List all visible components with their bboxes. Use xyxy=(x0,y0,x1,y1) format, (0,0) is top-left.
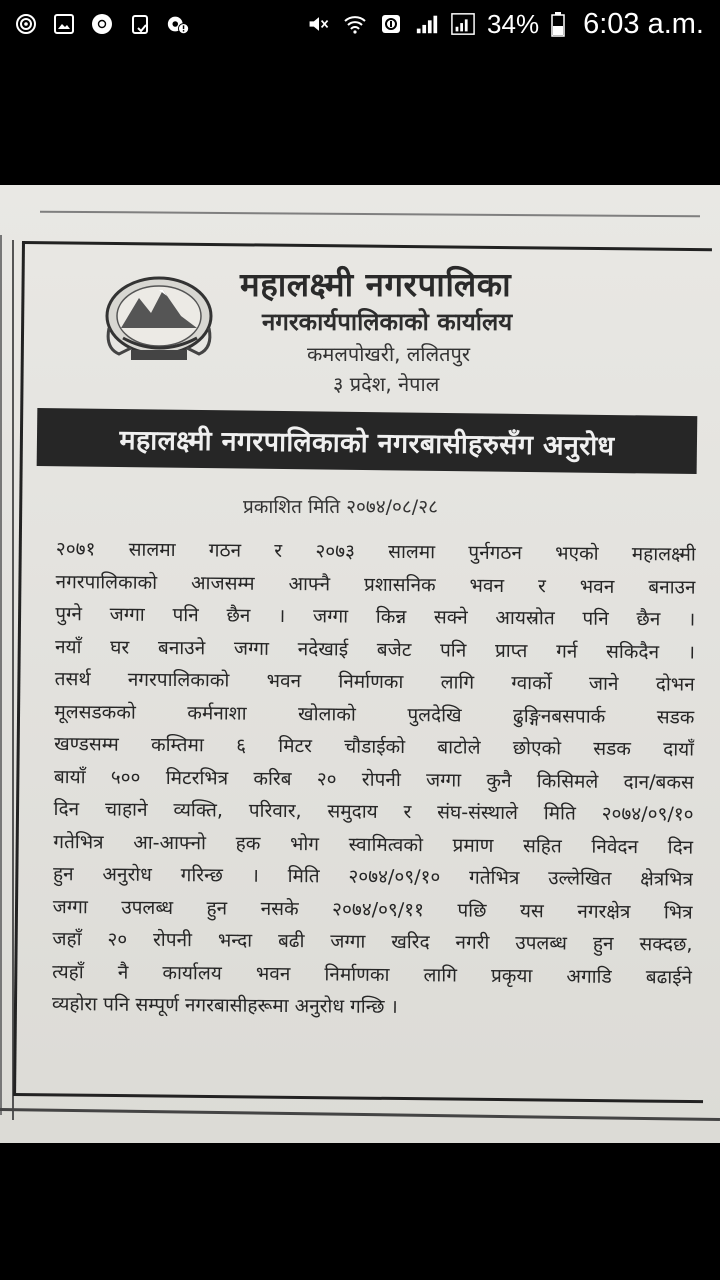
status-bar xyxy=(0,0,720,48)
divider xyxy=(40,211,700,218)
body-line: खण्डसम्म कम्तिमा ६ मिटर चौडाईको बाटोले छोएको सडक दायाँ xyxy=(54,732,695,761)
banner-title: महालक्ष्मी नगरपालिकाको नगरबासीहरुसँग अनुरोध xyxy=(119,424,615,462)
notice-photo xyxy=(0,185,720,1143)
divider xyxy=(0,235,2,1115)
body-line: जहाँ २० रोपनी भन्दा बढी जग्गा खरिद नगरी उपलब्ध हुन सक्दछ, xyxy=(52,927,693,956)
body-line: हुन अनुरोध गरिन्छ । मिति २०७४/०९/१० गतेभित्र उल्लेखित क्षेत्रभित्र xyxy=(52,862,694,891)
body-line: २०७१ सालमा गठन र २०७३ सालमा पुर्नगठन भएको महालक्ष्मी xyxy=(55,537,696,566)
body-line: जग्गा उपलब्ध हुन नसके २०७४/०९/११ पछि यस नगरक्षेत्र भित्र xyxy=(52,895,693,924)
signal-sim2-icon xyxy=(451,12,475,36)
body-line: व्यहोरा पनि सम्पूर्ण नगरबासीहरूमा अनुरोध गन्छि । xyxy=(51,992,398,1018)
body-line: नयाँ घर बनाउने जग्गा नदेखाई बजेट पनि प्राप्त गर्न सकिदैन । xyxy=(54,635,696,664)
battery-icon xyxy=(551,12,565,36)
published-date: प्रकाशित मिति २०७४/०८/२८ xyxy=(243,496,438,518)
body-line: नगरपालिकाको आजसम्म आफ्नै प्रशासनिक भवन र भवन बनाउन xyxy=(55,570,696,599)
address-line-2: ३ प्रदेश, नेपाल xyxy=(333,372,440,396)
wifi-icon xyxy=(343,12,367,36)
divider xyxy=(0,1108,720,1121)
chrome-icon xyxy=(90,12,114,36)
notification-icons xyxy=(0,12,190,36)
clipboard-icon xyxy=(128,12,152,36)
body-line: दिन चाहाने व्यक्ति, परिवार, समुदाय र संघ-संस्थाले मिति २०७४/०९/१० xyxy=(53,797,694,826)
body-line: बायाँ ५०० मिटरभित्र करिब २० रोपनी जग्गा कुनै किसिमले दान/बकस xyxy=(53,765,694,794)
signal-icon xyxy=(415,12,439,36)
settings-alert-icon xyxy=(166,12,190,36)
office-name: नगरकार्यपालिकाको कार्यालय xyxy=(262,308,513,336)
clock: 6:03 a.m. xyxy=(583,7,704,40)
battery-percent: 34% xyxy=(487,8,540,39)
body-line: मूलसडकको कर्मनाशा खोलाको पुलदेखि ढुङ्गिनबसपार्क सडक xyxy=(54,700,695,729)
system-icons xyxy=(307,8,720,41)
notice-banner xyxy=(37,408,698,474)
org-name: महालक्ष्मी नगरपालिका xyxy=(240,265,512,304)
data-saver-icon xyxy=(379,12,403,36)
body-line: त्यहाँ नै कार्यालय भवन निर्माणका लागि प्रकृया अगाडि बढाईने xyxy=(52,960,693,989)
body-line: तसर्थ नगरपालिकाको भवन निर्माणका लागि ग्वार्को जाने दोभन xyxy=(54,667,695,696)
gallery-icon xyxy=(52,12,76,36)
body-line: पुग्ने जग्गा पनि छैन । जग्गा किन्न सक्ने आयस्रोत पनि छैन । xyxy=(55,602,696,631)
body-line: गतेभित्र आ-आफ्नो हक भोग स्वामित्वको प्रमाण सहित निवेदन दिन xyxy=(53,830,694,859)
notice-body xyxy=(52,533,696,1026)
mute-icon xyxy=(307,12,331,36)
address-line-1: कमलपोखरी, ललितपुर xyxy=(307,342,471,366)
nepal-emblem-logo xyxy=(101,268,217,368)
hotspot-icon xyxy=(14,12,38,36)
